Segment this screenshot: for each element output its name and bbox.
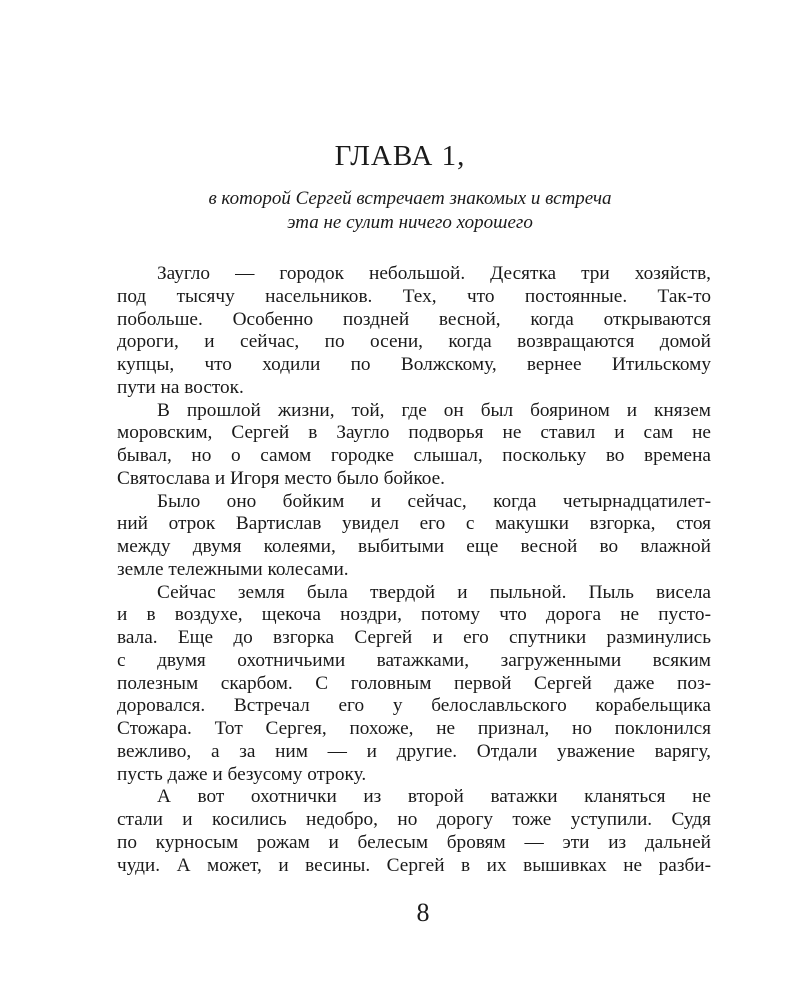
body-line: стали и косились недобро, но дорогу тоже уступили. Судя — [117, 809, 711, 830]
body-line: ний отрок Вартислав увидел его с макушки взгорка, стоя — [117, 513, 711, 535]
body-line: вала. Еще до взгорка Сергей и его спутники разминулись — [117, 627, 711, 648]
body-line: побольше. Особенно поздней весной, когда открываются — [117, 308, 711, 330]
body-line: вежливо, а за ним — и другие. Отдали уважение варягу, — [117, 740, 711, 762]
chapter-title: ГЛАВА 1, — [334, 140, 466, 172]
chapter-subtitle-line: в которой Сергей встречает знакомых и встреча — [208, 188, 612, 209]
body-line: полезным скарбом. С головным первой Сергей даже поз- — [117, 672, 711, 694]
chapter-subtitle-line: эта не сулит ничего хорошего — [287, 212, 533, 233]
body-line: дороги, и сейчас, по осени, когда возвращаются домой — [117, 331, 711, 353]
body-line: чуди. А может, и весины. Сергей в их вышивках не разби- — [117, 854, 711, 876]
body-line: по курносым рожам и белесым бровям — эти из дальней — [117, 831, 711, 853]
body-line: земле тележными колесами. — [117, 558, 349, 580]
body-line: между двумя колеями, выбитыми еще весной во влажной — [117, 536, 711, 557]
body-line: и в воздухе, щекоча ноздри, потому что дорога не пусто- — [117, 604, 711, 626]
body-line: с двумя охотничьими ватажками, загруженными всяким — [117, 649, 711, 671]
body-line: пусть даже и безусому отроку. — [117, 763, 367, 785]
body-line: пути на восток. — [117, 376, 244, 398]
body-line: под тысячу насельников. Тех, что постоянные. Так-то — [117, 285, 711, 307]
body-line: А вот охотнички из второй ватажки кланяться не — [157, 786, 711, 808]
chapter-subtitle — [0, 187, 800, 235]
page-number: 8 — [416, 898, 430, 927]
body-line: Сейчас земля была твердой и пыльной. Пыль висела — [157, 581, 711, 603]
body-line: моровским, Сергей в Заугло подворья не ставил и сам не — [117, 422, 711, 444]
body-line: Заугло — городок небольшой. Десятка три хозяйств, — [157, 263, 711, 284]
body-line: доровался. Встречал его у белославльского корабельщика — [117, 695, 711, 717]
body-line: Святослава и Игоря место было бойкое. — [117, 467, 445, 489]
body-line: бывал, но о самом городке слышал, поскольку во времена — [117, 445, 711, 466]
body-line: Стожара. Тот Сергея, похоже, не признал, но поклонился — [117, 718, 711, 739]
body-line: В прошлой жизни, той, где он был боярином и князем — [157, 399, 711, 421]
body-line: купцы, что ходили по Волжскому, вернее Итильскому — [117, 354, 711, 375]
body-text — [117, 263, 711, 877]
body-line: Было оно бойким и сейчас, когда четырнадцатилет- — [157, 490, 711, 512]
